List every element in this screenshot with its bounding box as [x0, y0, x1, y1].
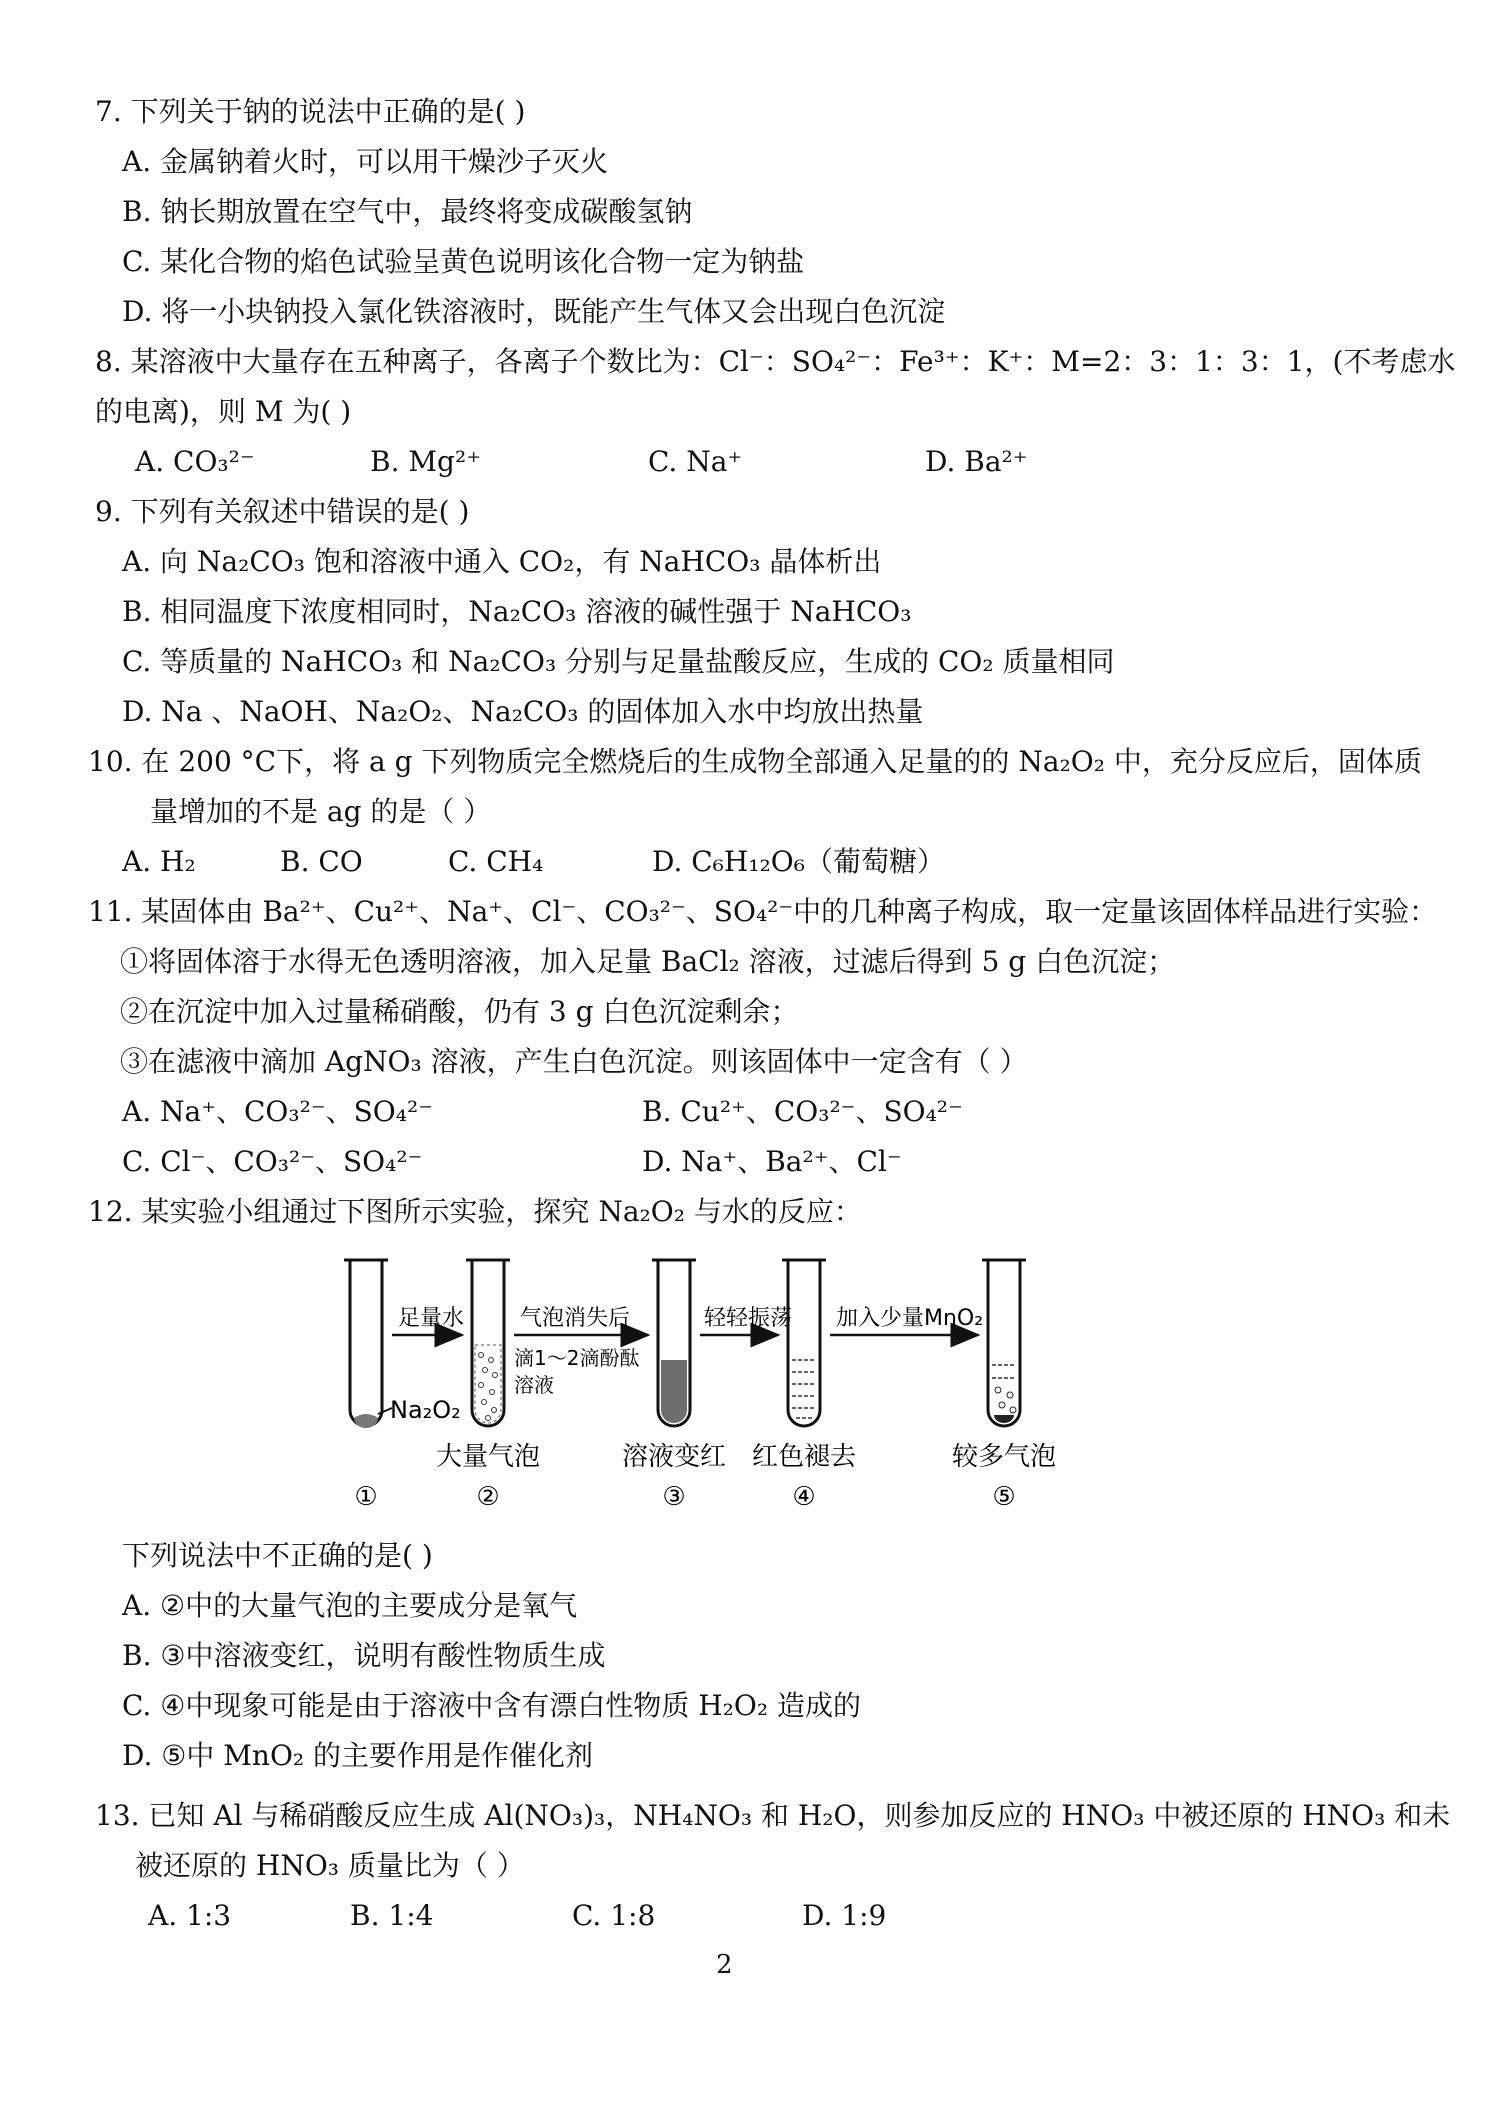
caption-tube-5: 较多气泡 [951, 1442, 1057, 1472]
q11-options-row1 [0, 1092, 1492, 1132]
label-tube-4: ④ [792, 1482, 816, 1512]
label-tube-3: ③ [662, 1482, 686, 1512]
q12-question: 下列说法中不正确的是( ) [122, 1539, 433, 1572]
arrow-4-label: 加入少量MnO₂ [836, 1306, 984, 1331]
q11-option-b: B. Cu²⁺、CO₃²⁻、SO₄²⁻ [642, 1095, 963, 1128]
q8-option-b: B. Mg²⁺ [370, 445, 481, 478]
q10-option-a: A. H₂ [122, 845, 196, 878]
q8-option-a: A. CO₃²⁻ [135, 445, 255, 478]
q11-stem: 11. 某固体由 Ba²⁺、Cu²⁺、Na⁺、Cl⁻、CO₃²⁻、SO₄²⁻中的几种离子构成，取一定量该固体样品进行实验： [88, 895, 1438, 928]
arrow-2-sub-line1: 滴1～2滴酚酞 [514, 1346, 640, 1370]
q9-option-c: C. 等质量的 NaHCO₃ 和 Na₂CO₃ 分别与足量盐酸反应，生成的 CO₂ 质量相同 [122, 645, 1115, 678]
page-number: 2 [716, 1950, 733, 1980]
q12-option-d: D. ⑤中 MnO₂ 的主要作用是作催化剂 [122, 1739, 594, 1772]
q13-stem-line1: 13. 已知 Al 与稀硝酸反应生成 Al(NO₃)₃，NH₄NO₃ 和 H₂O，则参加反应的 HNO₃ 中被还原的 HNO₃ 和未 [95, 1799, 1451, 1832]
label-tube-5: ⑤ [992, 1482, 1016, 1512]
arrow-3-label: 轻轻振荡 [704, 1306, 793, 1331]
q10-stem-line2: 量增加的不是 ag 的是（ ） [150, 795, 492, 828]
q13-option-d: D. 1:9 [802, 1899, 887, 1932]
q11-step-3: ③在滤液中滴加 AgNO₃ 溶液，产生白色沉淀。则该固体中一定含有（ ） [120, 1045, 1028, 1078]
sodium-peroxide-label: Na₂O₂ [390, 1396, 461, 1424]
q9-option-a: A. 向 Na₂CO₃ 饱和溶液中通入 CO₂，有 NaHCO₃ 晶体析出 [122, 545, 882, 578]
q8-option-d: D. Ba²⁺ [925, 445, 1028, 478]
q7-option-c: C. 某化合物的焰色试验呈黄色说明该化合物一定为钠盐 [122, 245, 805, 278]
arrow-2-label: 气泡消失后 [520, 1306, 631, 1331]
q9-option-d: D. Na 、NaOH、Na₂O₂、Na₂CO₃ 的固体加入水中均放出热量 [122, 695, 924, 728]
caption-tube-3: 溶液变红 [621, 1442, 727, 1472]
arrow-1-label: 足量水 [398, 1306, 465, 1331]
q13-stem-line2: 被还原的 HNO₃ 质量比为（ ） [135, 1849, 525, 1882]
q12-stem: 12. 某实验小组通过下图所示实验，探究 Na₂O₂ 与水的反应： [88, 1195, 862, 1228]
test-tube-1 [344, 1260, 392, 1428]
q9-stem: 9. 下列有关叙述中错误的是( ) [95, 495, 470, 528]
q10-option-b: B. CO [280, 845, 363, 878]
q8-stem-line1: 8. 某溶液中大量存在五种离子，各离子个数比为：Cl⁻：SO₄²⁻：Fe³⁺：K⁺：M=2：3：1：3：1，(不考虑水 [95, 345, 1456, 378]
q11-step-1: ①将固体溶于水得无色透明溶液，加入足量 BaCl₂ 溶液，过滤后得到 5 g 白色沉淀； [120, 945, 1176, 978]
q10-options [0, 842, 1492, 882]
q7-option-b: B. 钠长期放置在空气中，最终将变成碳酸氢钠 [122, 195, 693, 228]
q8-option-c: C. Na⁺ [648, 445, 743, 478]
caption-tube-4: 红色褪去 [751, 1442, 857, 1472]
q7-option-d: D. 将一小块钠投入氯化铁溶液时，既能产生气体又会出现白色沉淀 [122, 295, 946, 328]
q13-options [0, 1896, 1492, 1936]
test-tube-4 [782, 1260, 826, 1426]
q12-option-b: B. ③中溶液变红，说明有酸性物质生成 [122, 1639, 606, 1672]
q8-stem-line2: 的电离)，则 M 为( ) [95, 395, 352, 428]
label-tube-1: ① [354, 1482, 378, 1512]
q11-option-d: D. Na⁺、Ba²⁺、Cl⁻ [642, 1145, 902, 1178]
q13-option-a: A. 1:3 [148, 1899, 232, 1932]
label-tube-2: ② [476, 1482, 500, 1512]
q10-option-d: D. C₆H₁₂O₆（葡萄糖） [652, 845, 945, 878]
arrow-2-sub-line2: 溶液 [514, 1373, 554, 1397]
q11-options-row2 [0, 1142, 1492, 1182]
q10-option-c: C. CH₄ [448, 845, 544, 878]
q10-stem-line1: 10. 在 200 °C下，将 a g 下列物质完全燃烧后的生成物全部通入足量的的 Na₂O₂ 中，充分反应后，固体质 [88, 745, 1422, 778]
q8-options [0, 442, 1492, 482]
q12-option-a: A. ②中的大量气泡的主要成分是氧气 [122, 1589, 578, 1622]
test-tube-3 [652, 1260, 696, 1426]
experiment-diagram [330, 1250, 1130, 1520]
q11-option-a: A. Na⁺、CO₃²⁻、SO₄²⁻ [122, 1095, 433, 1128]
q11-option-c: C. Cl⁻、CO₃²⁻、SO₄²⁻ [122, 1145, 423, 1178]
test-tube-2 [466, 1260, 510, 1426]
caption-tube-2: 大量气泡 [435, 1442, 541, 1472]
test-tube-5 [982, 1260, 1026, 1426]
q9-option-b: B. 相同温度下浓度相同时，Na₂CO₃ 溶液的碱性强于 NaHCO₃ [122, 595, 912, 628]
q7-stem: 7. 下列关于钠的说法中正确的是( ) [95, 95, 526, 128]
q7-option-a: A. 金属钠着火时，可以用干燥沙子灭火 [122, 145, 609, 178]
q11-step-2: ②在沉淀中加入过量稀硝酸，仍有 3 g 白色沉淀剩余； [120, 995, 799, 1028]
q13-option-c: C. 1:8 [572, 1899, 656, 1932]
q12-option-c: C. ④中现象可能是由于溶液中含有漂白性物质 H₂O₂ 造成的 [122, 1689, 861, 1722]
q13-option-b: B. 1:4 [350, 1899, 434, 1932]
